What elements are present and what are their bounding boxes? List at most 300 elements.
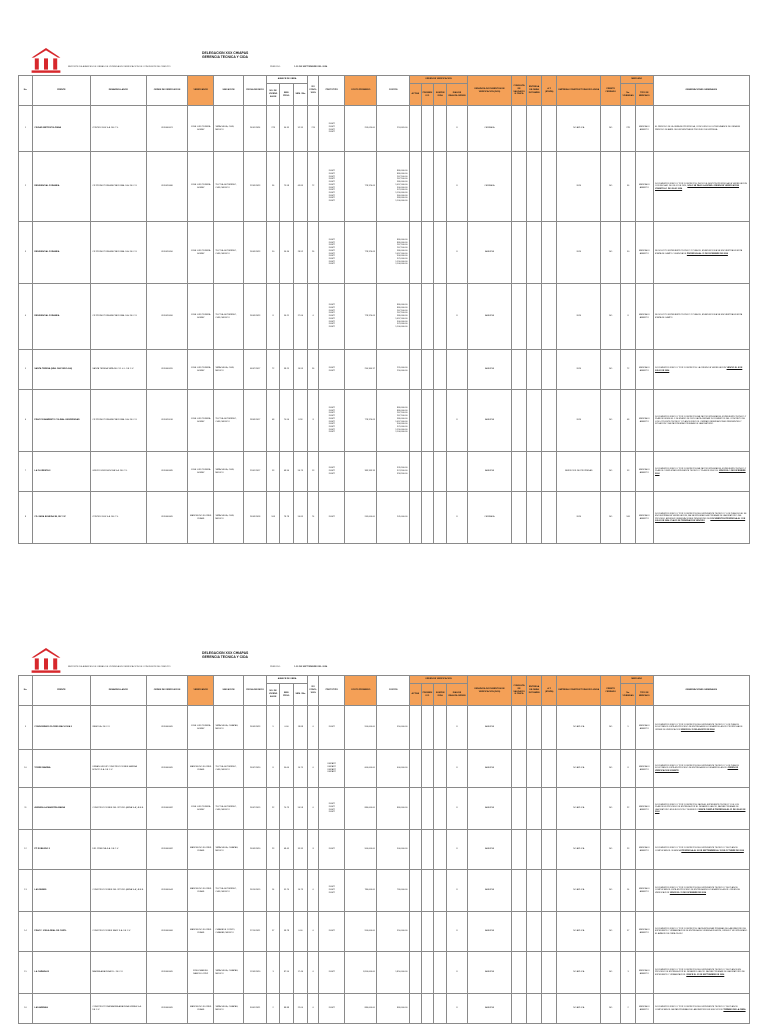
cell-desarrollador: CR PROMOTORA MEXTACIONAL S.A. DE C.V.	[90, 222, 146, 284]
cell-ent	[527, 912, 542, 952]
col-sem: SEM. PROG.	[280, 684, 294, 706]
cell-frente: SANTA TERESA (SRA. FAIZ INDO-JAI)	[32, 350, 90, 390]
table-row	[19, 222, 750, 284]
cell-dict	[512, 284, 527, 350]
col-frente-cerrado: FRENTE CERRADO	[601, 676, 621, 706]
cell-no: 7	[19, 452, 33, 492]
cell-tipo: MERCADO ABIERTO	[636, 788, 653, 830]
cell-costo-prom: 950,000.00	[344, 912, 376, 952]
cell-tipo: MERCADO ABIERTO	[636, 912, 653, 952]
cell-desarrollador: CR PROMOTORA MEXTACIONAL S.A. DE C.V.	[90, 390, 146, 452]
col-viv-ordenadas: NO. DE VIVIENDAS EN	[267, 684, 280, 706]
cell-activa	[409, 106, 421, 152]
col-group-avance: AVANCE DE OBRA	[267, 676, 308, 684]
cell-obs	[653, 492, 749, 544]
col-no: No.	[19, 76, 33, 106]
cell-atd	[542, 350, 557, 390]
observation-text: DOCUMENTOS FISICO Y POR CONCRETOS. FALTA INTEGRAR PRUEBAS DE LABORATORIO DE EXPEDIENTE Y URBANIZACION DE ENTREGA DE VIVIENDA VIGENTE, ORDEN Y VIII INTEGRADO EL AVANCE DE OBRA 29-08-2	[655, 927, 748, 935]
cell-ubicacion: TAPACHULA, CHIAPAS, MEXICO	[213, 994, 243, 1024]
cell-viv: 3	[267, 952, 280, 994]
cell-desarrollador: CONSTRUCTORA MARINA ARACENA GRIFAS S.A. DE C.V.	[90, 994, 146, 1024]
cell-fecha: 26/09/2023	[244, 222, 267, 284]
cell-fecha: 26/09/2023	[244, 284, 267, 350]
cell-ent	[527, 350, 542, 390]
cell-merc: 3	[621, 952, 636, 994]
cell-costo-prom: 950,000.00	[344, 706, 376, 750]
cell-frente: FRACC. VISILA REAL DE CHIPIL	[32, 912, 90, 952]
col-costo-promedio: COSTO PROMEDIO	[344, 676, 376, 706]
cell-costos: 880,000.00 880,000.00 267,500.00 267,500.00 980,000.00 1,097,000.00 300,000.00 970,000.00 1,100,000.00	[377, 284, 409, 350]
cell-fecha: 29/01/2017	[244, 452, 267, 492]
col-empresa: EMPRESA CONSTRUCTORA EXCLUSIVA	[557, 76, 601, 106]
cell-activa	[409, 284, 421, 350]
cell-dvr: 8	[447, 106, 468, 152]
cell-ent	[527, 870, 542, 912]
cell-prototipo: DUMT DUMT DUMT DUMT DUMT DUMT DUMT DUMT DUMT DUMT	[319, 390, 345, 452]
col-suspendida: SUSPENDIDA	[434, 684, 447, 706]
cell-real: 54.85	[293, 492, 307, 544]
verification-table	[18, 675, 750, 1024]
table-head	[19, 76, 750, 106]
cell-orden: 0519040065	[146, 952, 188, 994]
cell-dict	[512, 390, 527, 452]
observation-highlight: VENCE EL 31 DE SEPTIEMBRE DE 2024	[686, 973, 725, 976]
cell-frente: RESIDENCIAL FORANEA	[32, 284, 90, 350]
cell-costo-prom: 778,376.63	[344, 152, 376, 222]
col-group-avance: AVANCE DE OBRA	[267, 76, 308, 84]
cell-cerrado: NO	[601, 284, 621, 350]
cell-obs	[653, 788, 749, 830]
cell-doc: ABIERTA	[467, 952, 511, 994]
cell-concl: 274	[307, 106, 319, 152]
cell-prototipo: DUMT DUMT DUMT	[319, 452, 345, 492]
cell-no: 10	[19, 750, 33, 788]
col-documentos: DENUNCIA DOCUMENTOS EN VERIFICACION (DOS)	[467, 76, 511, 106]
cell-susp	[434, 870, 447, 912]
cell-real: 14.75	[293, 750, 307, 788]
cell-verificador: JOSE LUIS TEXERA GOMEZ	[188, 222, 214, 284]
cell-empresa: NO APLICA	[557, 952, 601, 994]
cell-obs	[653, 750, 749, 788]
cell-orden: 0519020090	[146, 284, 188, 350]
cell-costos: 880,000.00 880,000.00 267,500.00 267,500.00 980,000.00 1,097,000.00 300,000.00 970,000.00 1,190,000.00 1,100,000.00	[377, 390, 409, 452]
cell-prototipo: DUMT	[319, 952, 345, 994]
cell-tipo: MERCADO ABIERTO	[636, 152, 653, 222]
report-titles	[202, 651, 248, 659]
col-entrega: ENTREGA DE OBRA DICTAMEN	[527, 676, 542, 706]
cell-obs	[653, 106, 749, 152]
cell-susp	[434, 830, 447, 870]
col-suspendida: SUSPENDIDA	[434, 84, 447, 106]
cell-prom	[421, 390, 434, 452]
table-row	[19, 870, 750, 912]
cell-empresa: NO APLICA	[557, 788, 601, 830]
cell-cerrado: NO	[601, 750, 621, 788]
cell-empresa: NO APLICA	[557, 106, 601, 152]
observation-text: DOCUMENTOS FISICO Y POR CONCRETOS DEL EXPEDIENTE TECNICO Y DE PLANOS COMPLETADOS. FALTAN PRUEBAS DE LABORATORIO EN EJECUCION.	[655, 1006, 738, 1011]
cell-ubicacion: TAPACHULA, CHIS, MEXICO	[213, 452, 243, 492]
col-orden: ORDEN DE VERIFICACION	[146, 676, 188, 706]
cell-ent	[527, 830, 542, 870]
cell-empresa: NO APLICA	[557, 706, 601, 750]
observation-highlight: VENCE EL 31 DE AGOSTO DE 2024	[680, 728, 715, 731]
cell-desarrollador: SANTA TERESA TAPA DE C.R. & L. DE C.V.	[90, 350, 146, 390]
cell-ubicacion: TUXTLA GUTIERREZ, CHIS, MEXICO	[213, 870, 243, 912]
cell-prototipo: DUMT DUMT DUMT DUMT	[319, 788, 345, 830]
cell-orden: 0519040065	[146, 492, 188, 544]
cell-obs	[653, 152, 749, 222]
observation-highlight: SOLO SE PAGO LA MITAD. ORDEN DE VERIFICACION VIGENTE A 1 DE JULIO 2024	[655, 185, 740, 190]
col-dictamen: CONSULTA DE VALIDACION FISICA	[512, 676, 527, 706]
cell-doc: ABIERTA	[467, 912, 511, 952]
col-ubicacion: UBICACIÓN	[213, 76, 243, 106]
cell-dvr: 8	[447, 952, 468, 994]
cell-concl: 8	[307, 830, 319, 870]
cell-prototipo: DUMT	[319, 912, 345, 952]
col-observaciones: OBSERVACIONES GENERALES	[653, 76, 749, 106]
col-mercado-no: No. VIVIENDAS	[621, 84, 636, 106]
cell-viv: 14	[267, 870, 280, 912]
col-entrega: ENTREGA DE OBRA DICTAMEN	[527, 76, 542, 106]
cell-verificador: JOSE LUIS TEXERA GOMEZ	[188, 284, 214, 350]
cell-activa	[409, 222, 421, 284]
col-sem-real: SEM. 39/a	[293, 84, 307, 106]
col-viv-concluidas: VIV. CONCL. 100%	[307, 76, 319, 106]
cell-orden: 0519020016	[146, 390, 188, 452]
cell-orden: 0519040055	[146, 350, 188, 390]
table-row	[19, 492, 750, 544]
cell-viv: 72	[267, 350, 280, 390]
cell-concl: 8	[307, 390, 319, 452]
cell-atd	[542, 452, 557, 492]
cell-atd	[542, 152, 557, 222]
cell-verificador: MARCELINO FLORES CUBAS	[188, 870, 214, 912]
cell-merc: 48	[621, 390, 636, 452]
cell-fecha: 28/03/2017	[244, 390, 267, 452]
cell-costo-prom: 778,376.63	[344, 284, 376, 350]
cell-cerrado: NO	[601, 912, 621, 952]
cell-concl: 0	[307, 788, 319, 830]
cell-real: 39.35	[293, 830, 307, 870]
cell-ubicacion: TUXTLA GUTIERREZ, CHIS, MEXICO	[213, 390, 243, 452]
cell-activa	[409, 706, 421, 750]
cell-obs	[653, 706, 749, 750]
cell-verificador: MARCELINO FLORES CUBAS	[188, 492, 214, 544]
observation-text: DOCUMENTOS FISICO Y POR CONCRETOS FALTA POR INTEGRAR EL EXPEDIENTE TECNICO Y PLANOS DESDE EL 1 DE ENERO DE 2023. FALTA CERRAR DOCUMENTOS DEL CONCRETO DE LOS LOTE ESTE TECNICO Y PLANOS FISICOS. CERRAR OBSERVACIONES PENDIENTES Y SITUACION Y FALTA INTEGRAR PRUEBAS DE LABORATORIO	[655, 415, 747, 425]
cell-frente: TORRE MARINA	[32, 750, 90, 788]
cell-obs	[653, 952, 749, 994]
cell-costos: 253,020.00	[377, 106, 409, 152]
cell-activa	[409, 952, 421, 994]
cell-no: 11	[19, 788, 33, 830]
cell-empresa: 2024	[557, 284, 601, 350]
cell-costos: 339,900.00 374,900.00 358,900.00	[377, 452, 409, 492]
cell-prototipo: DUMT DUMT DUMT DUMT DUMT DUMT DUMT DUMT DUMT	[319, 284, 345, 350]
cell-fecha: 27/10/2021	[244, 912, 267, 952]
col-avance-doc: A.T. (ETAPA)	[542, 676, 557, 706]
observation-text: DOCUMENTOS FISICO Y POR CONCRETOS DEL EXPEDIENTE TECNICO Y LOS PLANOS DEL SE ENCUENTRAN EN VERIFICACION, FALTA INTEGRAR LAS PRUEBAS DE LABORATORIO DEL PROCESO. ATENDER OBSERVACIONES PENDIENTES DE	[655, 512, 747, 520]
cell-empresa: NO APLICA	[557, 750, 601, 788]
cell-frente: RESIDENCIAL FORANEA	[32, 152, 90, 222]
cell-activa	[409, 492, 421, 544]
cell-fecha: 26/07/2020	[244, 750, 267, 788]
cell-empresa: NO APLICA	[557, 830, 601, 870]
col-prototipo: PROTOTIPO	[319, 76, 345, 106]
cell-ent	[527, 994, 542, 1024]
col-frente-cerrado: FRENTE CERRADO	[601, 76, 621, 106]
cell-activa	[409, 788, 421, 830]
cell-ubicacion: TAPACHULA, CHIS, MEXICO	[213, 492, 243, 544]
cell-merc: 2	[621, 994, 636, 1024]
cell-cerrado: NO	[601, 952, 621, 994]
col-activa: ACTIVA	[409, 684, 421, 706]
cell-cerrado: NO	[601, 706, 621, 750]
table-body-page-1	[19, 106, 750, 544]
cell-fecha: 26/09/2023	[244, 706, 267, 750]
cell-tipo: MERCADO ABIERTO	[636, 106, 653, 152]
cell-costo-prom: 383,333.33	[344, 452, 376, 492]
table-row	[19, 830, 750, 870]
cell-susp	[434, 912, 447, 952]
cell-tipo: MERCADO ABIERTO	[636, 994, 653, 1024]
cell-concl: 0	[307, 952, 319, 994]
cell-ent	[527, 492, 542, 544]
cell-orden: 0519040082	[146, 788, 188, 830]
cell-real: 17.46	[293, 952, 307, 994]
cell-empresa: 2024	[557, 492, 601, 544]
cell-dict	[512, 452, 527, 492]
col-dvr: DIAS DE REALIZA ORDEN	[447, 84, 468, 106]
cell-dict	[512, 106, 527, 152]
cell-fecha: 26/03/2018	[244, 492, 267, 544]
cell-concl: 72	[307, 152, 319, 222]
cell-frente: LAS NUBES	[32, 870, 90, 912]
cell-susp	[434, 492, 447, 544]
cell-tipo: MERCADO ABIERTO	[636, 952, 653, 994]
cell-atd	[542, 390, 557, 452]
cell-costos: 245,000.00	[377, 492, 409, 544]
col-tipo-mercado: TIPO DE MERCADO	[636, 84, 653, 106]
cell-ubicacion: TUXTLA GUTIERREZ, CHIS, MEXICO	[213, 788, 243, 830]
cell-desarrollador: DIR. PINNOVA S.A. DE C.V.	[90, 830, 146, 870]
cell-verificador: JOSE LUIS TEXERA GOMEZ	[188, 706, 214, 750]
cell-prom	[421, 152, 434, 222]
cell-verificador: JOSE LUIS TEXERA GOMEZ	[188, 788, 214, 830]
col-costo-promedio: COSTO PROMEDIO	[344, 76, 376, 106]
cell-sem: 38.25	[280, 350, 294, 390]
cell-no: 8	[19, 492, 33, 544]
table-head	[19, 676, 750, 706]
cell-merc: 96	[621, 152, 636, 222]
table-row	[19, 106, 750, 152]
col-frente: FRENTE	[32, 76, 90, 106]
report-title: DELEGACION XXX CHIAPAS	[202, 651, 249, 655]
cell-costos: 900,000.00	[377, 830, 409, 870]
cell-merc: 50	[621, 222, 636, 284]
cell-atd	[542, 106, 557, 152]
cell-real: 63.89	[293, 152, 307, 222]
cell-cerrado: NO	[601, 390, 621, 452]
cell-fecha: 06/07/2017	[244, 350, 267, 390]
observation-highlight: PRORROGA AL 30 DE SEPTIEMBRE AL 15 DE OCTUBRE DE 2024	[681, 849, 744, 852]
col-avance-doc: A.T. (ETAPA)	[542, 76, 557, 106]
cell-costo-prom: 778,376.63	[344, 390, 376, 452]
cell-costo-prom: 245,000.00	[344, 492, 376, 544]
cell-prom	[421, 952, 434, 994]
cell-susp	[434, 706, 447, 750]
cell-atd	[542, 222, 557, 284]
cell-activa	[409, 750, 421, 788]
cell-real: 54.73	[293, 452, 307, 492]
cell-obs	[653, 222, 749, 284]
col-tipo-mercado: TIPO DE MERCADO	[636, 684, 653, 706]
cell-prototipo: DUMT	[319, 706, 345, 750]
cell-activa	[409, 390, 421, 452]
cell-viv: 8	[267, 750, 280, 788]
col-orden: ORDEN DE VERIFICACION	[146, 76, 188, 106]
cell-susp	[434, 994, 447, 1024]
observation-text: DOCUMENTOS FISICO Y POR CONCRETOS DEL EXPEDIENTE TECNICO Y DE PLANOS COMPLETADOS. ESTA EN PROCESO DE ENTREGA EN EL DESARROLLADOR. ORDEN DE VERIFICACION	[655, 886, 740, 894]
col-mercado-no: No. VIVIENDAS	[621, 684, 636, 706]
cell-desarrollador: CONSTRUCCIONES SARZ S.A. DE C.V.	[90, 912, 146, 952]
period-label: PERIODO:	[270, 666, 281, 668]
cell-dvr: 8	[447, 912, 468, 952]
observation-text: DOCUMENTOS FISICO Y POR CONCRETOS, INICIO DE GESTIÓN PRORROGA DE VERIFICACION CON FECHA 1 DE JULIO DE 2024,	[655, 182, 747, 188]
cell-ent	[527, 390, 542, 452]
cell-tipo: MERCADO ABIERTO	[636, 350, 653, 390]
cell-concl: 0	[307, 870, 319, 912]
cell-sem: 56.21	[280, 284, 294, 350]
cell-susp	[434, 350, 447, 390]
cell-activa	[409, 152, 421, 222]
cell-orden: 0519040082	[146, 830, 188, 870]
cell-prom	[421, 706, 434, 750]
col-group-orden: ORDEN DE VERIFICACION	[409, 676, 467, 684]
cell-desarrollador: CR PROMOTORA MEXTACIONAL S.A. DE C.V.	[90, 284, 146, 350]
observation-text: DOCUMENTOS FISICO Y POR CONCRETOS FALTA POR INTEGRAR EL EXPEDIENTE TECNICO Y PLANOS COMPLETAR EXPEDIENTE TECNICO Y PLANOS FISICOS.	[655, 467, 747, 473]
cell-dict	[512, 350, 527, 390]
cell-empresa: SERVICIOS DE PROPIEDAD	[557, 452, 601, 492]
cell-dvr: 8	[447, 284, 468, 350]
cell-prom	[421, 912, 434, 952]
cell-dvr: 8	[447, 492, 468, 544]
cell-cerrado: NO	[601, 492, 621, 544]
cell-tipo: MERCADO ABIERTO	[636, 870, 653, 912]
observation-highlight: PRORROGA AL 31 DE DICIEMBRE DE 2024	[686, 252, 728, 255]
cell-frente: RESIDENCIAL FORANEA	[32, 222, 90, 284]
cell-dict	[512, 870, 527, 912]
cell-verificador: MARCELINO FLORES CUBAS	[188, 830, 214, 870]
observation-highlight: VENCIO EL 8 DE JULIO DE 2024	[655, 367, 743, 372]
cell-sem: 0.00	[280, 706, 294, 750]
col-sem-real: SEM. 39/a	[293, 684, 307, 706]
observation-text: DOCUMENTOS FISICO Y POR CONCRETOS DEL EXPEDIENTE TECNICO Y LOS PLANOS SOLICITADOS. ESTA EN PROCESO DE ENTREGA EN EL DESARROLLADOR. PRORROGA DE ORDEN DE VERIFICACION	[655, 723, 743, 731]
cell-orden: 0519040066	[146, 912, 188, 952]
cell-costo-prom: 290,360.37	[344, 350, 376, 390]
report-title: DELEGACION XXX CHIAPAS	[202, 51, 249, 55]
cell-verificador: FIDEL MANUEL RAMOS LOPEZ	[188, 952, 214, 994]
cell-ubicacion: TAPACHULA, CHIS, MEXICO	[213, 350, 243, 390]
cell-susp	[434, 788, 447, 830]
cell-empresa: 2024	[557, 350, 601, 390]
col-prototipo: PROTOTIPO	[319, 676, 345, 706]
cell-dvr: 8	[447, 152, 468, 222]
cell-viv: 108	[267, 492, 280, 544]
cell-verificador: MARCELINO FLORES CUBAS	[188, 912, 214, 952]
cell-concl: 6	[307, 284, 319, 350]
cell-costo-prom: 778,376.63	[344, 222, 376, 284]
cell-obs	[653, 390, 749, 452]
cell-real: 0.00	[293, 912, 307, 952]
cell-dict	[512, 830, 527, 870]
cell-prototipo: DUMT DUMT DUMT DUMT DUMT DUMT DUMT DUMT DUMT DUMT DUMT DUMT	[319, 152, 345, 222]
cell-doc: ABIERTA	[467, 830, 511, 870]
cell-doc: ABIERTA	[467, 452, 511, 492]
cell-frente: FRACCIONAMIENTO COLINAL UNIVERSIDAD	[32, 390, 90, 452]
cell-real: 8.58	[293, 390, 307, 452]
cell-merc: 53	[621, 452, 636, 492]
cell-doc: ABIERTA	[467, 350, 511, 390]
cell-no: 3	[19, 222, 33, 284]
table-row	[19, 750, 750, 788]
observation-highlight: VENCE CUMPLE PRORROGA EL 31 DE JULIO DE 2024	[655, 808, 746, 813]
cell-merc: 108	[621, 492, 636, 544]
cell-orden: 0519040065	[146, 706, 188, 750]
cell-susp	[434, 452, 447, 492]
table-row	[19, 912, 750, 952]
cell-orden: 0519040085	[146, 452, 188, 492]
cell-merc: 22	[621, 788, 636, 830]
cell-susp	[434, 390, 447, 452]
cell-cerrado: NO	[601, 788, 621, 830]
cell-viv: 278	[267, 106, 280, 152]
cell-prom	[421, 452, 434, 492]
observation-text: DOCUMENTOS FISICO Y POR CONCRETOS, FALTA EL EXPEDIENTE TECNICO Y DE LOS PLANOS EN PROCESO DE ENTREGA POR EL DESARROLLADOR, FALTAN PRUEBAS DE LABORATORIO EN EJECUCION Y DENUNCIO	[655, 803, 739, 811]
cell-verificador: MARCELINO FLORES CUBAS	[188, 994, 214, 1024]
col-desarrollador: DESARROLLADOR	[90, 76, 146, 106]
cell-ubicacion: TUXTLA GUTIERREZ, CHIS, MEXICO	[213, 222, 243, 284]
col-verificador: VERIFICADOR	[188, 76, 214, 106]
cell-no: 1	[19, 106, 33, 152]
table-row	[19, 152, 750, 222]
cell-frente: CD. MAYA BOHEDA 3B, 3B Y 3C	[32, 492, 90, 544]
cell-costos: 600,000.00	[377, 750, 409, 788]
col-promedio: PROMEDIO R.	[421, 684, 434, 706]
cell-no: 13	[19, 870, 33, 912]
cell-prototipo: DUMT	[319, 994, 345, 1024]
cell-dvr: 8	[447, 706, 468, 750]
cell-atd	[542, 912, 557, 952]
cell-concl: 0	[307, 912, 319, 952]
cell-costos: 880,000.00 880,000.00 267,500.00 267,500.00 980,000.00 1,097,000.00 300,000.00 970,000.00 1,190,000.00 1,100,000.00	[377, 222, 409, 284]
cell-sem: 95.74	[280, 870, 294, 912]
cell-doc: CERRADA	[467, 106, 511, 152]
cell-frente: LA FLORESTA II	[32, 452, 90, 492]
infonavit-logo-icon	[30, 46, 62, 74]
cell-costo-prom: 600,000.00	[344, 750, 376, 788]
cell-merc: 278	[621, 106, 636, 152]
cell-dvr	[447, 452, 468, 492]
cell-doc: CERRADA	[467, 152, 511, 222]
cell-desarrollador: MARINA ARACENA R.L. DE C.V.	[90, 952, 146, 994]
cell-verificador: JOSE LUIS TEXERA GOMEZ	[188, 152, 214, 222]
cell-merc: 57	[621, 912, 636, 952]
cell-desarrollador: INBM S.A. DE C.V.	[90, 706, 146, 750]
cell-concl: 0	[307, 706, 319, 750]
cell-sem: 87.50	[280, 952, 294, 994]
cell-tipo: MERCADO ABIERTO	[636, 452, 653, 492]
cell-dict	[512, 952, 527, 994]
